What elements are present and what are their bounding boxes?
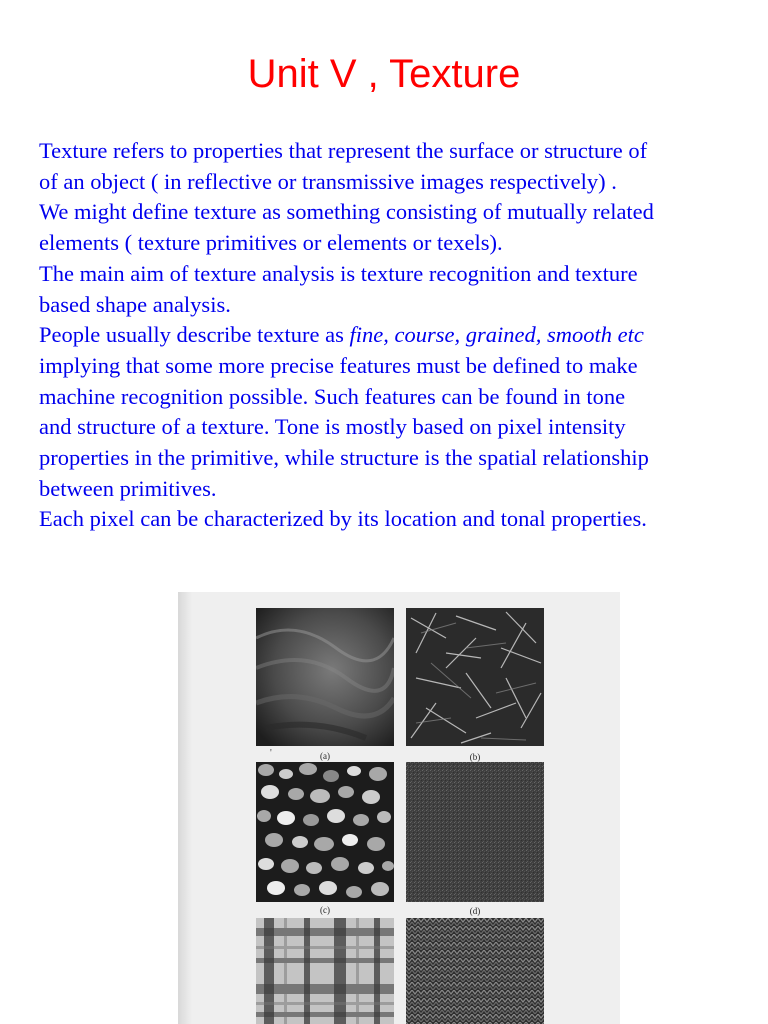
caption-b: (b) [469, 752, 481, 762]
text-line-13: Each pixel can be characterized by its location and tonal properties. [39, 506, 647, 532]
texture-b-image [406, 608, 544, 746]
text-line-7-italic: fine, course, grained, smooth etc [349, 322, 644, 348]
texture-panel-e [256, 918, 394, 1024]
texture-panel-a [256, 608, 394, 746]
text-line-4: elements ( texture primitives or elements or texels). [39, 230, 503, 256]
texture-e-image [256, 918, 394, 1024]
text-line-2: of an object ( in reflective or transmissive images respectively) . [39, 168, 617, 194]
caption-c: (c) [320, 905, 330, 915]
texture-c-image [256, 762, 394, 902]
text-line-3: We might define texture as something consisting of mutually related [39, 199, 654, 225]
texture-panel-f [406, 918, 544, 1024]
texture-panel-d [406, 762, 544, 902]
figure-scan-shadow [178, 592, 192, 1024]
text-line-11: properties in the primitive, while structure is the spatial relationship [39, 445, 649, 471]
texture-panel-b [406, 608, 544, 746]
texture-a-image [256, 608, 394, 746]
body-paragraph [39, 136, 759, 535]
text-line-10: and structure of a texture. Tone is mostly based on pixel intensity [39, 414, 626, 440]
text-line-8: implying that some more precise features must be defined to make [39, 352, 638, 378]
texture-f-image [406, 918, 544, 1024]
text-line-7 [39, 320, 759, 351]
text-line-12: between primitives. [39, 475, 217, 501]
text-line-7-plain: People usually describe texture as [39, 322, 350, 348]
text-line-5: The main aim of texture analysis is texture recognition and texture [39, 260, 638, 286]
figure-mark: ' [270, 748, 272, 759]
text-line-6: based shape analysis. [39, 291, 231, 317]
page-title: Unit V , Texture [247, 52, 521, 96]
caption-a: (a) [320, 751, 330, 761]
text-line-1: Texture refers to properties that represent the surface or structure of [39, 138, 648, 163]
texture-figure [178, 592, 620, 1024]
texture-panel-c [256, 762, 394, 902]
texture-d-image [406, 762, 544, 902]
caption-d: (d) [469, 906, 481, 916]
text-line-9: machine recognition possible. Such features can be found in tone [39, 383, 626, 409]
